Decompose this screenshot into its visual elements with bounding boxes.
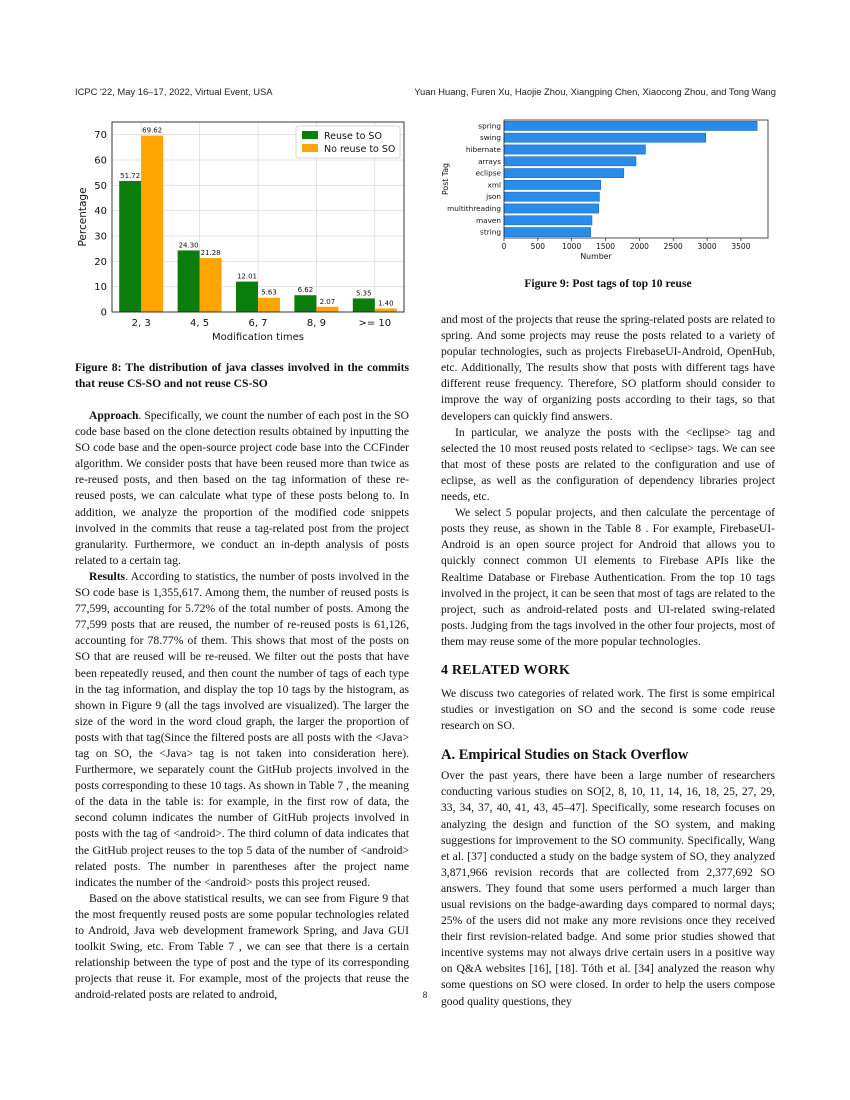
- body-paragraph: We select 5 popular projects, and then calculate the percentage of posts they reuse, as shown in the Table 8 . For example, FirebaseUI-Android is an open source project for Android that allows you to quickly connect common UI elements to Firebase APIs like the Realtime Database or Firebase Authentication. From the top 10 tags involved in the project, it can be seen that most of tags are related to the project, such as android-related posts and UI-related swing-related posts. Judging from the tags involved in the other four projects, most of them may reuse some of the more popular technologies.: [441, 506, 775, 648]
- bar-no-reuse: [141, 136, 163, 312]
- y-tick-label: 40: [94, 206, 107, 218]
- data-label: 69.62: [142, 126, 163, 135]
- bar-multithreading: [504, 204, 599, 213]
- bar-reuse: [119, 181, 141, 312]
- y-tick-label: multithreading: [447, 204, 501, 213]
- running-header-right: Yuan Huang, Furen Xu, Haojie Zhou, Xiangping Chen, Xiaocong Zhou, and Tong Wang: [414, 86, 776, 97]
- data-label: 21.28: [200, 249, 221, 258]
- data-label: 5.63: [261, 288, 277, 297]
- page-number: 8: [422, 990, 428, 1000]
- bar-string: [504, 227, 591, 236]
- y-tick-label: string: [480, 227, 501, 237]
- bar-swing: [504, 133, 706, 142]
- data-label: 2.07: [319, 297, 336, 306]
- approach-run-in-heading: Approach: [89, 409, 139, 422]
- y-tick-label: swing: [479, 133, 501, 143]
- y-tick-label: xml: [487, 180, 501, 190]
- bar-hibernate: [504, 145, 645, 154]
- figure-9-chart: [438, 114, 783, 264]
- bar-arrays: [504, 157, 636, 166]
- data-label: 1.40: [378, 299, 394, 308]
- y-tick-label: 10: [94, 282, 107, 294]
- subsection-heading-empirical-studies: A. Empirical Studies on Stack Overflow: [441, 747, 689, 764]
- y-tick-label: 50: [94, 180, 107, 192]
- legend-swatch: [302, 131, 318, 139]
- y-tick-label: 70: [94, 130, 107, 142]
- data-label: 6.62: [297, 286, 314, 295]
- y-tick-label: 30: [94, 231, 107, 243]
- y-axis-label: Percentage: [77, 187, 89, 247]
- results-run-in-heading: Results: [89, 569, 126, 583]
- y-tick-label: 60: [94, 155, 107, 167]
- data-label: 24.30: [178, 241, 199, 250]
- y-tick-label: json: [486, 192, 501, 202]
- x-tick-label: 1500: [595, 242, 616, 251]
- figure-8-caption: Figure 8: The distribution of java classes involved in the commits that reuse CS-SO and not reuse CS-SO: [75, 361, 409, 390]
- x-tick-label: 2000: [629, 242, 649, 251]
- x-tick-label: 3500: [731, 242, 751, 251]
- legend-swatch: [302, 144, 318, 152]
- approach-text: . Specifically, we count the number of each post in the SO code base based on the clone detection results obtained by inputting the SO code base and the open-source project code base into the CCFinder algorithm. We consider posts that have been reused more than twice as re-reused posts, and then based on the tag information of these re-reused posts, we can calculate what type of these posts belong to. In addition, we analyze the proportion of the modified code snippets involved in the commits that reuse a tag-related post from the project granularity. Furthermore, we conduct an in-depth analysis of posts related to a certain tag.: [75, 409, 409, 567]
- bar-no-reuse: [375, 308, 397, 312]
- body-paragraph: and most of the projects that reuse the spring-related posts are related to spring. And some projects may reuse the posts related to a variety of popular technologies, such as projects FirebaseUI-Android, OpenHub, etc. Additionally, The results show that posts with different tags have different reuse frequency. Therefore, SO platform should consider to improve the way of organizing posts according to their tags, so that developers can quickly find answers.: [441, 313, 775, 423]
- bar-xml: [504, 180, 601, 189]
- bar-reuse: [236, 282, 258, 312]
- results-paragraph: [75, 569, 409, 891]
- body-paragraph: We discuss two categories of related work. The first is some empirical studies or investigation on SO and the second is some code reuse research on SO.: [441, 686, 775, 733]
- x-tick-label: 4, 5: [190, 318, 210, 329]
- y-tick-label: spring: [478, 121, 501, 131]
- bar-json: [504, 192, 599, 201]
- figure-8-chart: [72, 116, 417, 344]
- x-axis-label: Modification times: [212, 332, 304, 343]
- x-tick-label: 8, 9: [306, 318, 326, 329]
- y-tick-label: eclipse: [475, 168, 501, 178]
- body-paragraph: Over the past years, there have been a large number of researchers conducting various studies on SO[2, 8, 10, 11, 14, 16, 18, 25, 27, 29, 33, 34, 37, 40, 41, 43, 45–47]. Specifically, some research focuses on analyzing the design and function of the SO system, and making suggestions for improvement to the SO community. Specifically, Wang et al. [37] conducted a study on the badge system of SO, they analyzed 3,871,966 revision records that are collected from 2,377,692 SO answers. They found that some users performed a much larger than usual revisions on the badge-awarding days compared to normal days; 25% of the users did not make any more revisions once they received their first revision-related badge. And some prior studies showed that incentive systems may not always drive certain users in a positive way on Q&A websites [16], [18]. Tóth et al. [34] analyzed the reason why some questions on SO were closed. In order to help the users compose good quality questions, they: [441, 769, 775, 1008]
- x-tick-label: 500: [530, 242, 546, 251]
- bar-reuse: [353, 298, 375, 312]
- bar-reuse: [178, 250, 200, 312]
- bar-maven: [504, 216, 592, 225]
- x-tick-label: >= 10: [358, 318, 392, 329]
- data-label: 12.01: [236, 272, 258, 281]
- left-column: [75, 408, 409, 1003]
- figure-9-caption: Figure 9: Post tags of top 10 reuse: [524, 277, 692, 290]
- legend-entry: No reuse to SO: [324, 144, 396, 155]
- section-heading-related-work: 4 RELATED WORK: [441, 662, 571, 678]
- running-header-left: ICPC '22, May 16–17, 2022, Virtual Event, USA: [75, 86, 273, 97]
- x-tick-label: 3000: [697, 242, 717, 251]
- bar-no-reuse: [200, 258, 222, 312]
- y-tick-label: arrays: [478, 156, 501, 166]
- x-tick-label: 6, 7: [248, 318, 268, 329]
- x-tick-label: 2500: [663, 242, 683, 251]
- data-label: 5.35: [356, 289, 372, 298]
- bar-no-reuse: [316, 307, 338, 312]
- data-label: 51.72: [120, 171, 141, 180]
- y-tick-label: 0: [100, 307, 107, 319]
- results-text: . According to statistics, the number of posts involved in the SO code base is 1,355,617. Among them, the number of reused posts is 77,599, accounting for 5.72% of the total number of posts. Among the 77,599 posts that are reused, the number of re-reused posts is 61,126, accounting for 78.77% of them. This shows that most of the posts on SO that are reused will be re-reused. We filter out the posts that have been repeatedly reused, and then count the number of tags of each type in the tag information, and display the top 10 tags by the histogram, as shown in Figure 9 (all the tags involved are visualized). The larger the size of the word in the word cloud graph, the larger the proportion of posts with that tag(Since the filtered posts are all posts with the <Java> tag on SO, the <Java> tag is not taken into consideration here). Furthermore, we separately count the GitHub projects involved in the posts corresponding to these 10 tags. As shown in Table 7 , the meaning of the data in the table is: for example, in the first row of data, the second column indicates the number of GitHub projects involved in posts with the tag of <android>. The third column of data indicates that the GitHub project reuses to the top 5 data of the number of <android> related posts. The number in parentheses after the project name indicates the number of the <android> posts this project reused.: [75, 569, 409, 889]
- bar-eclipse: [504, 168, 624, 177]
- y-axis-label: Post Tag: [441, 163, 450, 195]
- legend-entry: Reuse to SO: [324, 131, 382, 142]
- x-tick-label: 2, 3: [131, 318, 151, 329]
- x-axis-label: Number: [580, 252, 612, 261]
- bar-reuse: [294, 295, 316, 312]
- bar-spring: [504, 121, 757, 130]
- y-tick-label: hibernate: [465, 145, 501, 154]
- x-tick-label: 1000: [562, 242, 582, 251]
- bar-no-reuse: [258, 298, 280, 312]
- y-tick-label: 20: [94, 256, 107, 268]
- body-paragraph: In particular, we analyze the posts with the <eclipse> tag and selected the 10 most reused posts related to <eclipse> tags. We can see that most of these posts are related to the configuration and use of eclipse, as well as the configuration of dependency libraries project needs, etc.: [441, 425, 775, 504]
- body-paragraph: Based on the above statistical results, we can see from Figure 9 that the most frequently reused posts are some popular technologies related to Android, Java web development framework Spring, and Java GUI toolkit Swing, etc. From Table 7 , we can see that there is a certain relationship between the type of post and the type of its corresponding projects that reuse it. For example, most of the projects that reuse the android-related posts are related to android,: [75, 891, 409, 1002]
- approach-paragraph: [75, 408, 409, 569]
- y-tick-label: maven: [475, 215, 501, 225]
- x-tick-label: 0: [501, 242, 507, 251]
- right-column: [441, 312, 775, 1010]
